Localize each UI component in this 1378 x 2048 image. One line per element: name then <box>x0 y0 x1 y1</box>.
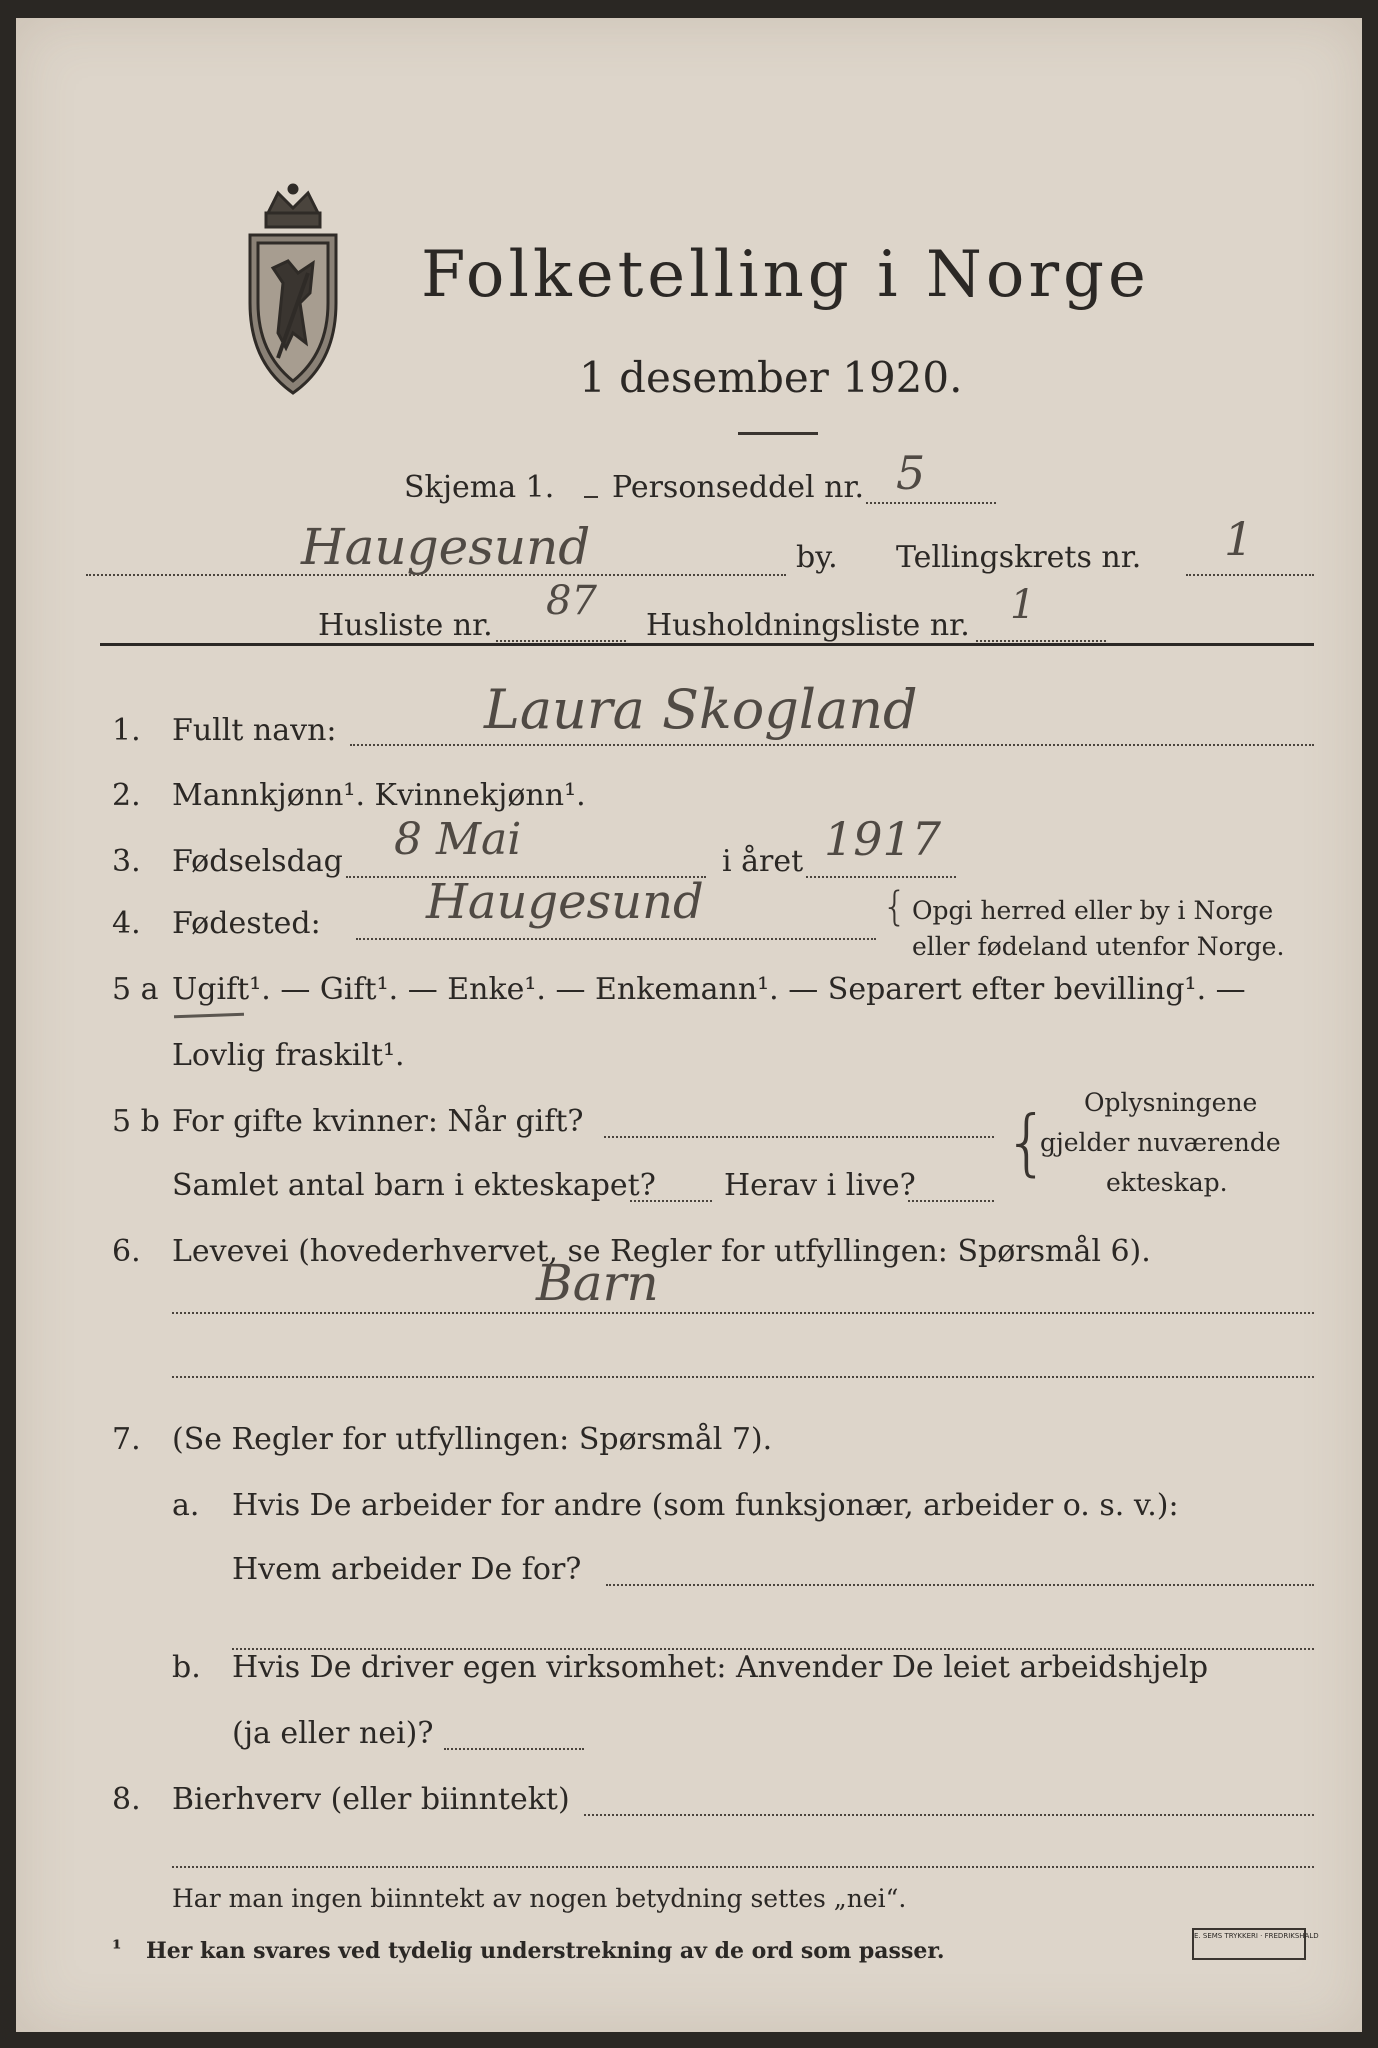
q3-number: 3. <box>112 844 141 879</box>
q7a-line2: Hvem arbeider De for? <box>232 1552 582 1587</box>
employer-line <box>606 1584 1314 1586</box>
husliste-line <box>496 640 626 642</box>
alive-line <box>908 1200 994 1202</box>
divider <box>100 643 1314 646</box>
birthday-value[interactable]: 8 Mai <box>394 814 522 865</box>
coat-of-arms-icon <box>238 183 348 403</box>
census-form <box>16 18 1362 2032</box>
husholdning-value[interactable]: 1 <box>1010 582 1036 628</box>
q5b-alive-label: Herav i live? <box>724 1168 916 1203</box>
form-date: 1 desember 1920. <box>579 353 963 402</box>
occupation-value[interactable]: Barn <box>536 1254 659 1312</box>
sex-options[interactable]: Mannkjønn¹. Kvinnekjønn¹. <box>172 778 586 813</box>
q7-number: 7. <box>112 1422 141 1457</box>
q1-label: Fullt navn: <box>172 713 337 748</box>
q8-number: 8. <box>112 1782 141 1817</box>
tellingskrets-label: Tellingskrets nr. <box>896 540 1142 575</box>
q5b-children-label: Samlet antal barn i ekteskapet? <box>172 1168 656 1203</box>
birthplace-value[interactable]: Haugesund <box>426 874 704 930</box>
brace: { <box>882 884 908 930</box>
divider <box>738 432 818 435</box>
birthplace-line <box>356 938 876 940</box>
q5b-note-line1: Oplysningene <box>1084 1088 1258 1117</box>
q3-label: Fødselsdag <box>172 844 343 879</box>
q1-line <box>350 744 1314 746</box>
q7b-line2: (ja eller nei)? <box>232 1716 434 1751</box>
children-line <box>630 1200 712 1202</box>
q5b-note-line3: ekteskap. <box>1106 1168 1228 1197</box>
printer-stamp: E. SEMS TRYKKERI · FREDRIKSHALD <box>1192 1928 1306 1960</box>
side-income-line <box>584 1814 1314 1816</box>
q1-number: 1. <box>112 713 141 748</box>
q7a-letter: a. <box>172 1488 200 1523</box>
q5a-number: 5 a <box>112 972 159 1007</box>
q7b-line1: Hvis De driver egen virksomhet: Anvender De leiet arbeidshjelp <box>232 1650 1209 1685</box>
personseddel-label: Personseddel nr. <box>612 470 865 505</box>
skjema-label: Skjema 1. <box>404 470 555 505</box>
side-income-line-2 <box>172 1866 1314 1868</box>
husliste-label: Husliste nr. <box>318 608 493 643</box>
brace: { <box>1004 1100 1050 1184</box>
footnote-mark: ¹ <box>112 1936 122 1962</box>
footnote: Her kan svares ved tydelig understrekning av de ord som passer. <box>146 1938 945 1964</box>
tellingskrets-value[interactable]: 1 <box>1224 512 1254 566</box>
q5b-note-line2: gjelder nuværende <box>1040 1128 1281 1157</box>
year-line <box>806 876 956 878</box>
occupation-line-2 <box>172 1376 1314 1378</box>
occupation-line <box>172 1312 1314 1314</box>
q7b-letter: b. <box>172 1650 201 1685</box>
selected-underline <box>174 1013 244 1018</box>
footer-note: Har man ingen biinntekt av nogen betydning settes „nei“. <box>172 1884 907 1913</box>
q7-label: (Se Regler for utfyllingen: Spørsmål 7). <box>172 1422 773 1457</box>
q4-note-line1: Opgi herred eller by i Norge <box>912 896 1274 925</box>
q4-note-line2: eller fødeland utenfor Norge. <box>912 932 1285 961</box>
q6-number: 6. <box>112 1234 141 1269</box>
q2-number: 2. <box>112 778 141 813</box>
q6-label: Levevei (hovederhvervet, se Regler for utfyllingen: Spørsmål 6). <box>172 1234 1151 1269</box>
birth-year-value[interactable]: 1917 <box>824 812 942 866</box>
by-label: by. <box>796 540 838 575</box>
q4-number: 4. <box>112 906 141 941</box>
personseddel-value[interactable]: 5 <box>896 446 926 500</box>
married-when-line <box>604 1136 994 1138</box>
hired-help-line <box>444 1748 584 1750</box>
marital-status-options-2[interactable]: Lovlig fraskilt¹. <box>172 1038 405 1073</box>
year-label: i året <box>722 844 804 879</box>
q5b-number: 5 b <box>112 1104 160 1139</box>
personseddel-line <box>866 502 996 504</box>
form-title: Folketelling i Norge <box>421 238 1150 312</box>
husliste-value[interactable]: 87 <box>546 578 597 624</box>
divider <box>584 496 598 498</box>
husholdning-line <box>976 640 1106 642</box>
tellingskrets-line <box>1186 574 1314 576</box>
q8-label: Bierhverv (eller biinntekt) <box>172 1782 570 1817</box>
q4-label: Fødested: <box>172 906 321 941</box>
husholdning-label: Husholdningsliste nr. <box>646 608 970 643</box>
q7a-line1: Hvis De arbeider for andre (som funksjonær, arbeider o. s. v.): <box>232 1488 1179 1523</box>
full-name-value[interactable]: Laura Skogland <box>484 678 918 741</box>
city-value[interactable]: Haugesund <box>301 518 591 576</box>
marital-status-options[interactable]: Ugift¹. — Gift¹. — Enke¹. — Enkemann¹. — Separert efter bevilling¹. — <box>172 972 1246 1007</box>
q5b-line1: For gifte kvinner: Når gift? <box>172 1104 584 1139</box>
